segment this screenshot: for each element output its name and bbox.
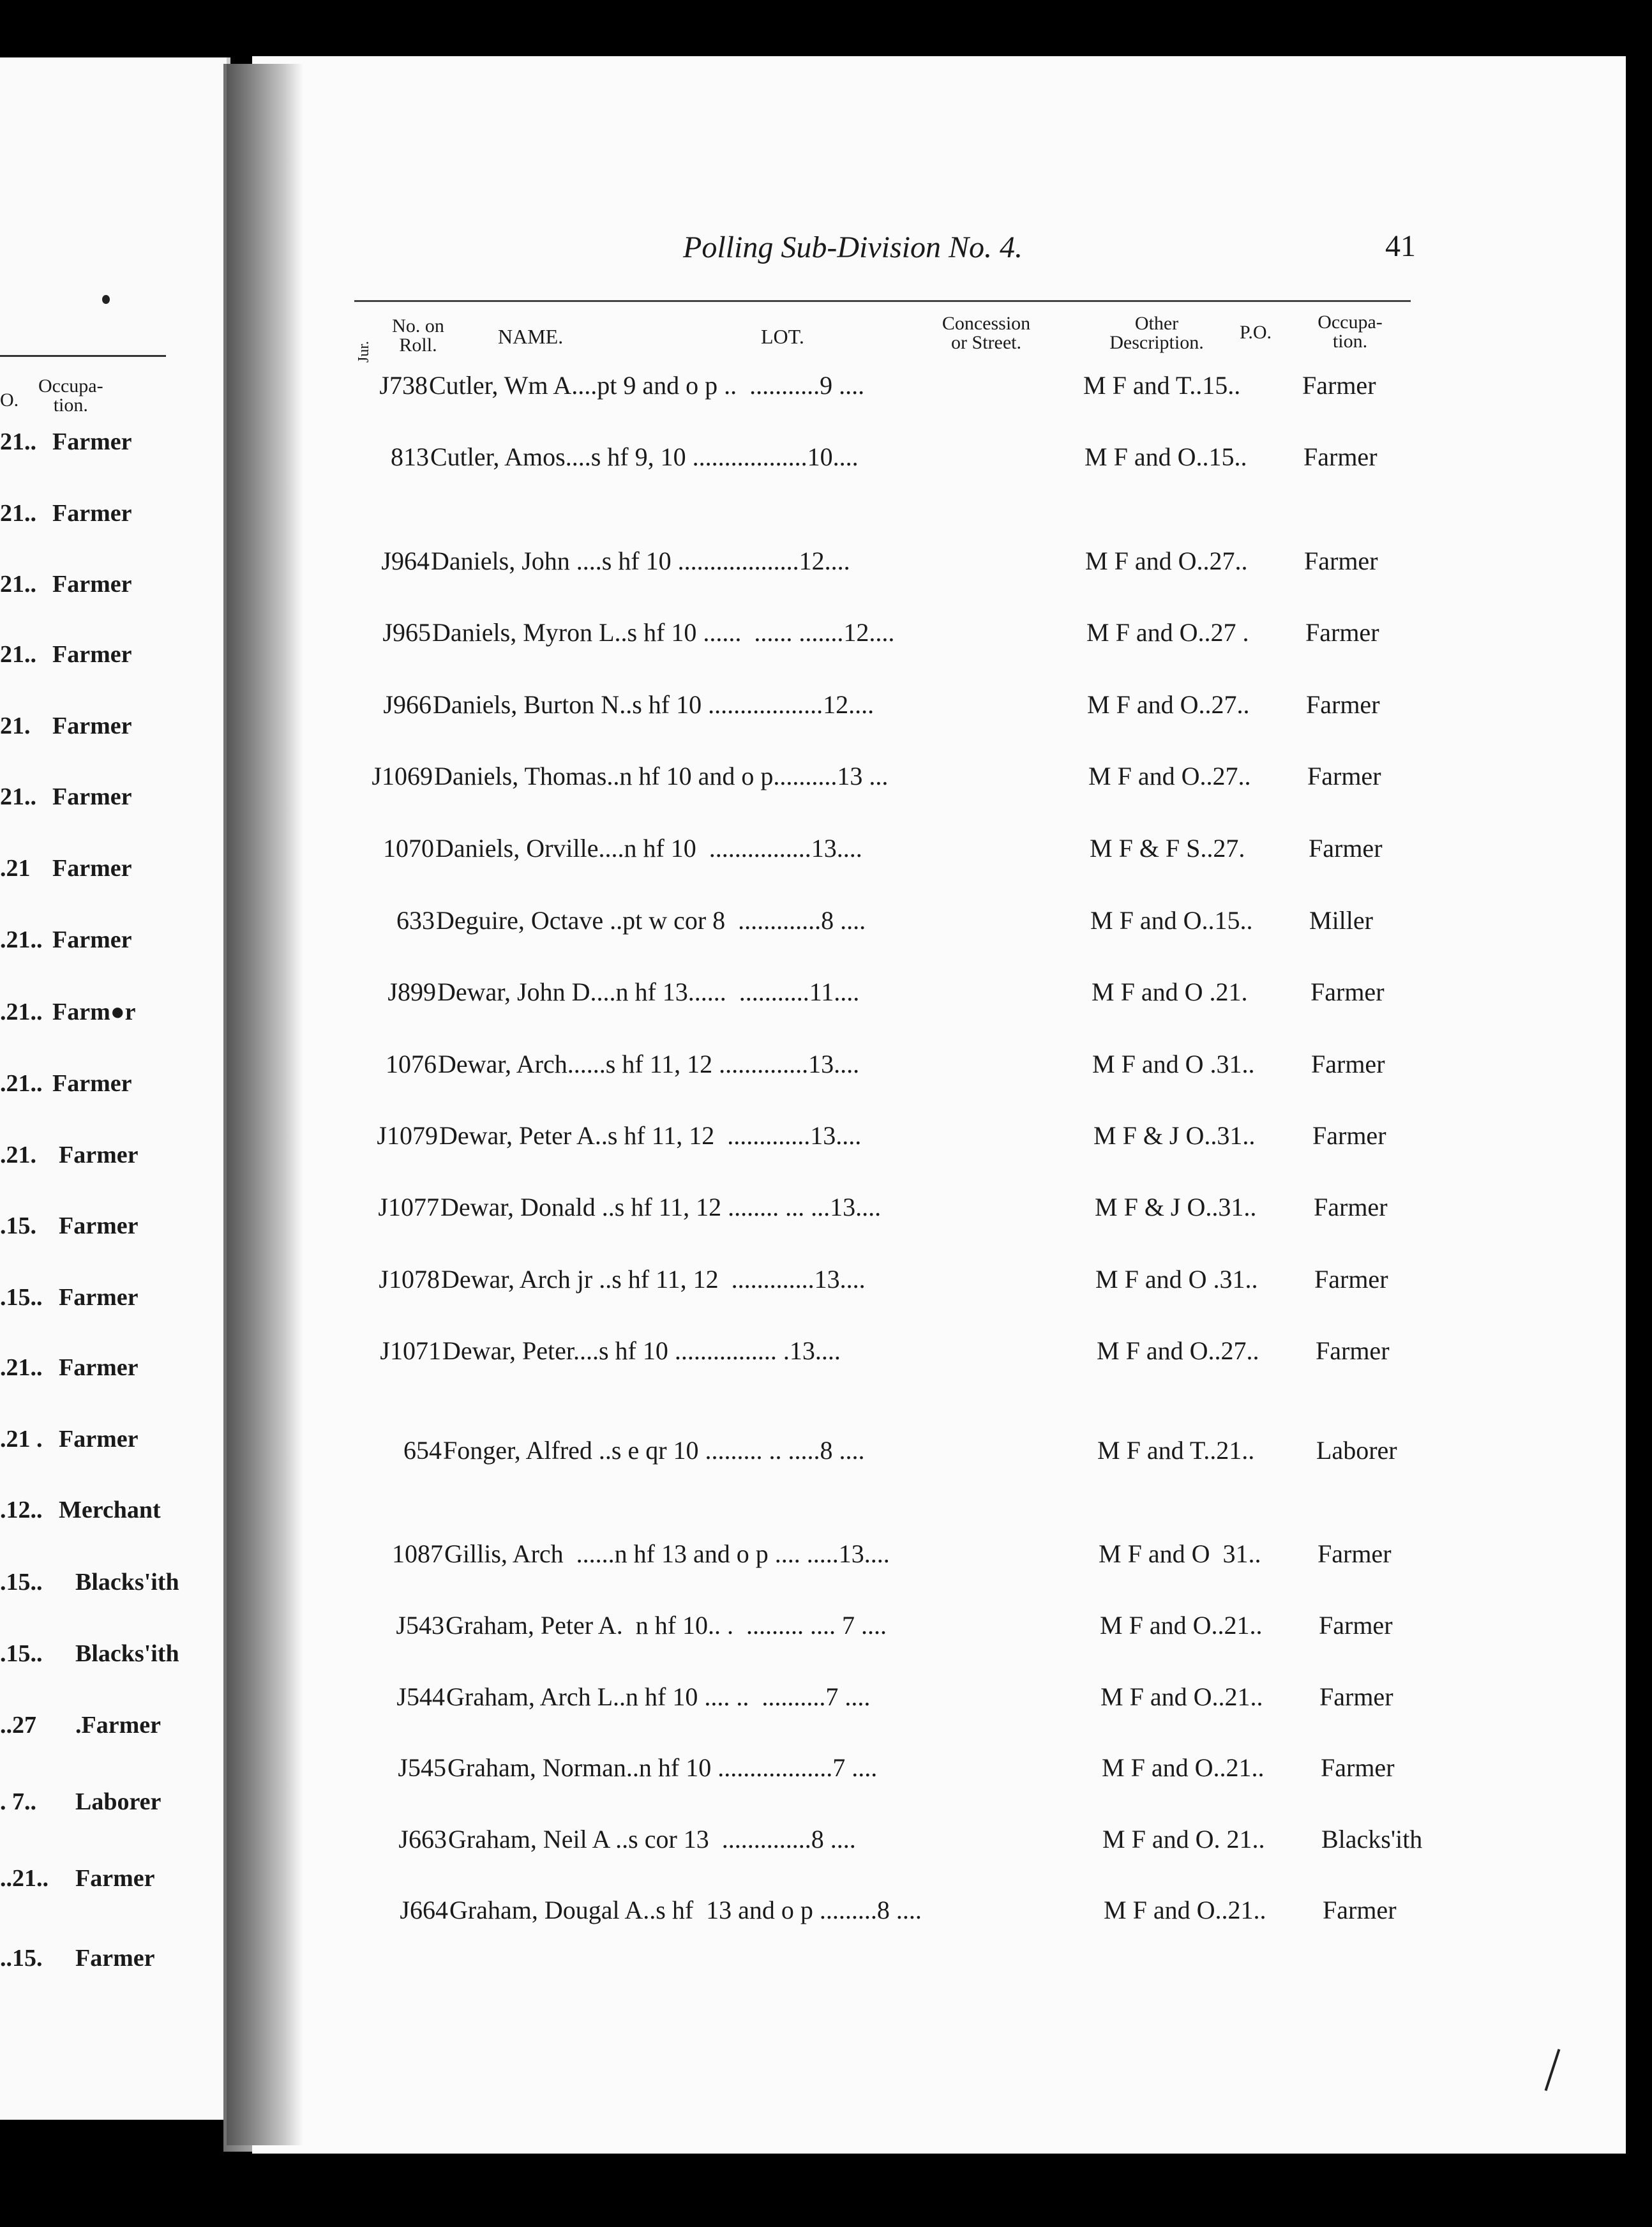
roll-number: J663: [398, 1825, 447, 1853]
left-row-po: .21 .: [0, 1426, 43, 1453]
name-lot-concession: Dewar, Peter....s hf 10 ................ .13....: [442, 1336, 841, 1365]
left-row-po: .21..: [0, 1070, 43, 1097]
binding-shadow: [227, 64, 303, 2145]
left-row-po: 21..: [0, 783, 36, 810]
name-lot-concession: Graham, Neil A ..s cor 13 ..............8 ....: [448, 1825, 856, 1853]
column-header-roll: No. on Roll.: [392, 315, 444, 356]
roll-number: J1079: [377, 1121, 438, 1150]
page-number: 41: [1385, 229, 1416, 263]
left-row-occupation: Farmer: [52, 571, 132, 598]
left-header-po: O.: [0, 389, 19, 411]
left-page-fragment: [0, 57, 230, 2120]
name-lot-concession: Gillis, Arch ......n hf 13 and o p .... .....13....: [444, 1539, 890, 1568]
left-row-occupation: Farmer: [52, 1070, 132, 1097]
left-row-occupation: Farmer: [75, 1945, 155, 1972]
left-row-po: .21: [0, 855, 31, 882]
occupation: Miller: [1309, 906, 1373, 935]
roll-number: 1076: [386, 1050, 437, 1078]
name-lot-concession: Graham, Arch L..n hf 10 .... .. ..........7 ....: [446, 1682, 871, 1711]
left-row-po: .15..: [0, 1569, 43, 1596]
left-row-occupation: .Farmer: [75, 1712, 161, 1739]
roll-number: 1087: [392, 1539, 443, 1568]
other-description-po: M F and T..21..: [1097, 1436, 1255, 1465]
name-lot-concession: Cutler, Wm A....pt 9 and o p .. ...........9 ....: [429, 371, 865, 400]
left-row-occupation: Farmer: [52, 500, 132, 527]
occupation: Farmer: [1314, 1265, 1388, 1294]
occupation: Farmer: [1319, 1611, 1393, 1640]
name-lot-concession: Daniels, Burton N..s hf 10 ..................12....: [433, 690, 875, 719]
name-lot-concession: Fonger, Alfred ..s e qr 10 ......... .. .....8 ....: [443, 1436, 865, 1465]
occupation: Farmer: [1307, 762, 1381, 790]
other-description-po: M F and O .31..: [1095, 1265, 1258, 1294]
name-lot-concession: Dewar, Donald ..s hf 11, 12 ........ ... ...13....: [440, 1193, 882, 1221]
other-description-po: M F and O .21.: [1092, 978, 1248, 1006]
name-lot-concession: Daniels, Myron L..s hf 10 ...... ...... .......12....: [432, 618, 895, 647]
occupation: Farmer: [1323, 1896, 1397, 1924]
left-row-occupation: Farmer: [59, 1284, 139, 1311]
left-row-occupation: Farmer: [75, 1865, 155, 1892]
other-description-po: M F and O..27..: [1087, 690, 1250, 719]
other-description-po: M F and O..27..: [1097, 1336, 1259, 1365]
roll-number: J964: [381, 547, 430, 575]
occupation: Farmer: [1302, 371, 1376, 400]
page-title: Polling Sub-Division No. 4.: [683, 230, 1023, 264]
left-row-occupation: Farmer: [52, 926, 132, 953]
other-description-po: M F & J O..31..: [1095, 1193, 1257, 1221]
name-lot-concession: Deguire, Octave ..pt w cor 8 .............8 ....: [436, 906, 866, 935]
left-row-po: 21.: [0, 713, 31, 739]
other-description-po: M F and O..27 .: [1086, 618, 1249, 647]
ink-dot: [102, 295, 110, 304]
left-row-occupation: Merchant: [59, 1497, 161, 1523]
roll-number: J545: [398, 1753, 446, 1782]
roll-number: J544: [396, 1682, 445, 1711]
left-row-po: .21..: [0, 999, 43, 1025]
other-description-po: M F and O..21..: [1100, 1682, 1263, 1711]
left-row-po: .21..: [0, 926, 43, 953]
occupation: Blacks'ith: [1321, 1825, 1423, 1853]
left-row-po: 21..: [0, 571, 36, 598]
name-lot-concession: Daniels, Thomas..n hf 10 and o p..........13 ...: [434, 762, 889, 790]
other-description-po: M F and O 31..: [1099, 1539, 1261, 1568]
left-row-po: .21.: [0, 1142, 36, 1168]
other-description-po: M F and T..15..: [1083, 371, 1241, 400]
left-row-po: .15.: [0, 1212, 36, 1239]
occupation: Farmer: [1321, 1753, 1395, 1782]
name-lot-concession: Dewar, John D....n hf 13...... ...........11....: [437, 978, 860, 1006]
roll-number: J1069: [372, 762, 433, 790]
left-row-po: 21..: [0, 428, 36, 455]
occupation: Farmer: [1306, 690, 1380, 719]
occupation: Laborer: [1316, 1436, 1397, 1465]
other-description-po: M F and O..27..: [1085, 547, 1248, 575]
left-row-po: ..27: [0, 1712, 36, 1739]
other-description-po: M F and O. 21..: [1102, 1825, 1265, 1853]
left-row-occupation: Farmer: [52, 641, 132, 668]
left-header-occupation: Occupa- tion.: [38, 375, 103, 416]
roll-number: 654: [403, 1436, 442, 1465]
roll-number: J1077: [378, 1193, 439, 1221]
occupation: Farmer: [1309, 834, 1383, 863]
roll-number: J738: [379, 371, 428, 400]
other-description-po: M F and O .31..: [1092, 1050, 1255, 1078]
left-row-occupation: Farmer: [52, 855, 132, 882]
column-header-name: NAME.: [498, 325, 564, 348]
name-lot-concession: Cutler, Amos....s hf 9, 10 ..................10....: [430, 442, 859, 471]
column-header-lot: LOT.: [761, 325, 804, 348]
header-rule: [354, 300, 1411, 302]
column-header-jur: Jur.: [356, 340, 372, 363]
column-header-concession: Concession or Street.: [942, 313, 1031, 353]
occupation: Farmer: [1305, 618, 1379, 647]
column-header-other-description: Other Description.: [1109, 313, 1204, 353]
left-row-occupation: Farmer: [59, 1354, 139, 1381]
left-row-po: .21..: [0, 1354, 43, 1381]
name-lot-concession: Daniels, John ....s hf 10 ...................12....: [431, 547, 850, 575]
left-row-occupation: Farmer: [59, 1142, 139, 1168]
other-description-po: M F and O..15..: [1085, 442, 1247, 471]
other-description-po: M F & F S..27.: [1090, 834, 1245, 863]
roll-number: J899: [387, 978, 436, 1006]
occupation: Farmer: [1310, 978, 1385, 1006]
roll-number: J1078: [379, 1265, 440, 1294]
other-description-po: M F and O..21..: [1102, 1753, 1265, 1782]
occupation: Farmer: [1319, 1682, 1393, 1711]
left-row-occupation: Farm●r: [52, 999, 136, 1025]
roll-number: J1071: [380, 1336, 441, 1365]
left-row-occupation: Blacks'ith: [75, 1569, 179, 1596]
roll-number: J543: [396, 1611, 444, 1640]
occupation: Farmer: [1312, 1121, 1386, 1150]
left-row-po: ..21..: [0, 1865, 49, 1892]
roll-number: J965: [382, 618, 431, 647]
left-row-occupation: Farmer: [59, 1212, 139, 1239]
left-header-rule: [0, 355, 166, 357]
name-lot-concession: Graham, Dougal A..s hf 13 and o p .........8 ....: [449, 1896, 922, 1924]
left-row-occupation: Farmer: [52, 783, 132, 810]
name-lot-concession: Dewar, Peter A..s hf 11, 12 .............13....: [439, 1121, 862, 1150]
column-header-po: P.O.: [1240, 322, 1272, 343]
left-row-po: 21..: [0, 641, 36, 668]
name-lot-concession: Graham, Peter A. n hf 10.. . ......... .... 7 ....: [446, 1611, 887, 1640]
left-row-occupation: Farmer: [59, 1426, 139, 1453]
name-lot-concession: Dewar, Arch jr ..s hf 11, 12 .............13....: [441, 1265, 866, 1294]
occupation: Farmer: [1318, 1539, 1392, 1568]
roll-number: J966: [383, 690, 432, 719]
other-description-po: M F and O..27..: [1088, 762, 1251, 790]
left-row-po: .15..: [0, 1640, 43, 1667]
left-row-po: . 7..: [0, 1788, 36, 1815]
other-description-po: M F and O..21..: [1104, 1896, 1266, 1924]
name-lot-concession: Dewar, Arch......s hf 11, 12 ..............13....: [438, 1050, 860, 1078]
left-row-occupation: Blacks'ith: [75, 1640, 179, 1667]
left-row-po: 21..: [0, 500, 36, 527]
roll-number: 1070: [383, 834, 434, 863]
roll-number: 813: [391, 442, 429, 471]
occupation: Farmer: [1316, 1336, 1390, 1365]
left-row-occupation: Farmer: [52, 713, 132, 739]
other-description-po: M F & J O..31..: [1093, 1121, 1256, 1150]
occupation: Farmer: [1304, 547, 1378, 575]
name-lot-concession: Daniels, Orville....n hf 10 ................13....: [435, 834, 862, 863]
left-row-po: ..15.: [0, 1945, 43, 1972]
other-description-po: M F and O..21..: [1100, 1611, 1263, 1640]
left-row-po: .15..: [0, 1284, 43, 1311]
occupation: Farmer: [1303, 442, 1378, 471]
left-row-occupation: Laborer: [75, 1788, 161, 1815]
occupation: Farmer: [1314, 1193, 1388, 1221]
column-header-occupation: Occupa- tion.: [1318, 312, 1383, 352]
occupation: Farmer: [1311, 1050, 1385, 1078]
left-row-po: .12..: [0, 1497, 43, 1523]
other-description-po: M F and O..15..: [1090, 906, 1253, 935]
name-lot-concession: Graham, Norman..n hf 10 ..................7 ....: [447, 1753, 878, 1782]
left-row-occupation: Farmer: [52, 428, 132, 455]
roll-number: 633: [396, 906, 435, 935]
roll-number: J664: [400, 1896, 448, 1924]
